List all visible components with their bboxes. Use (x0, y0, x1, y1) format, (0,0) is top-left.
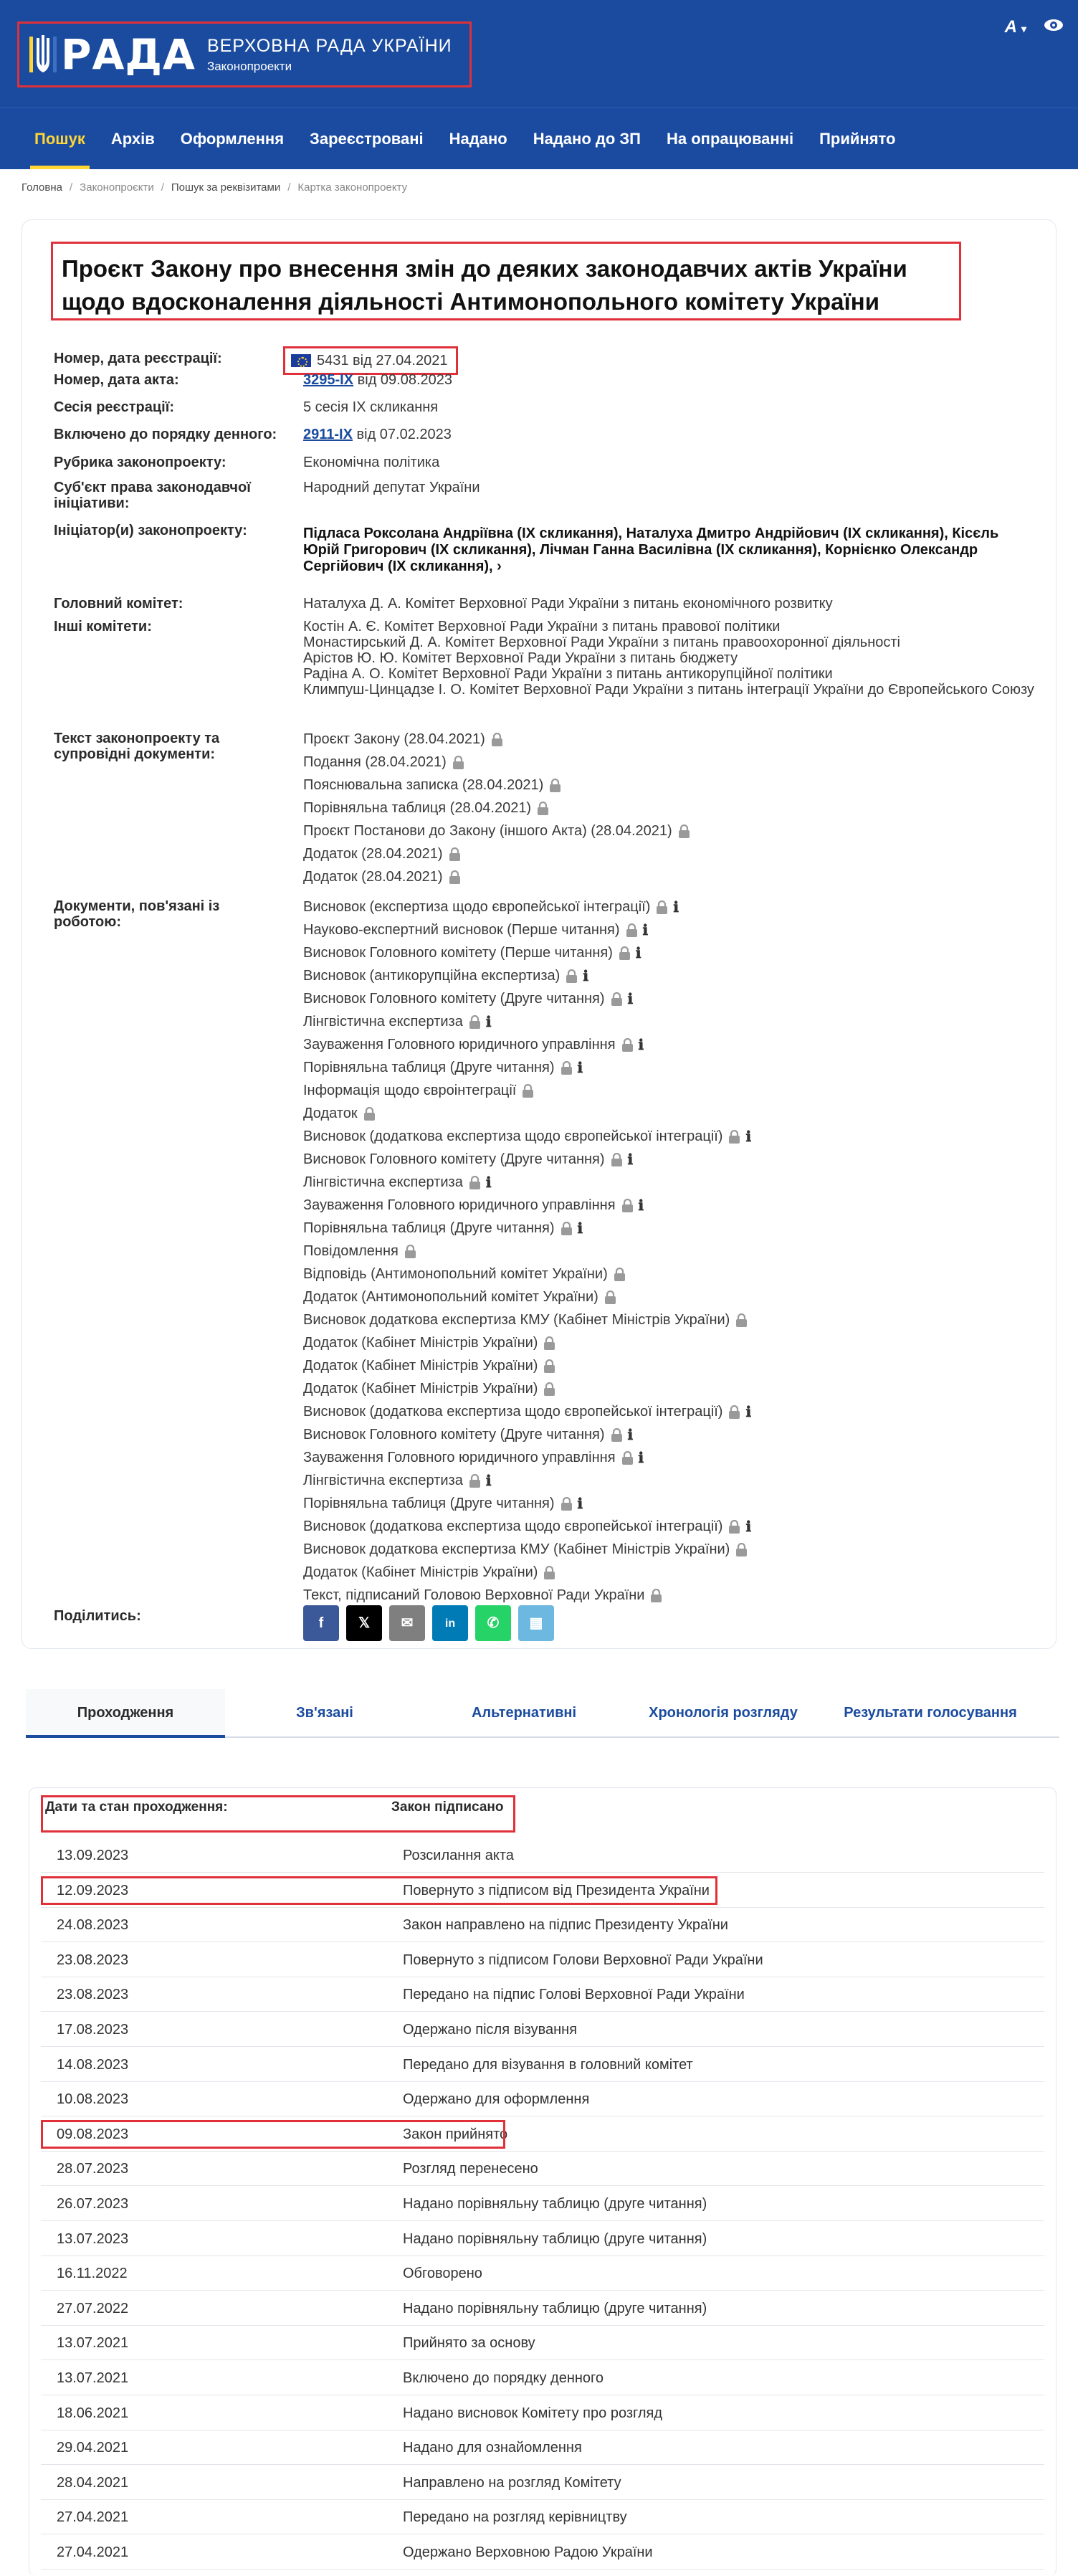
info-icon[interactable]: ℹ (638, 1035, 644, 1053)
act-date: від 09.08.2023 (357, 372, 453, 388)
doc-title[interactable]: Додаток (28.04.2021) (303, 868, 443, 885)
related-doc-item[interactable] (303, 1331, 1034, 1354)
history-row (41, 2187, 1044, 2221)
committee-item: Монастирський Д. А. Комітет Верховної Ради України з питань правоохоронної діяльності (303, 635, 900, 650)
lock-icon (469, 1015, 481, 1029)
history-date: 13.07.2021 (57, 2370, 129, 2386)
info-icon[interactable]: ℹ (638, 1448, 644, 1466)
breadcrumb: Головна / Законопроєкти / Пошук за реквізитами / Картка законопроекту (22, 181, 408, 194)
chevron-down-icon: ▾ (1021, 23, 1026, 34)
history-status: Прийнято за основу (403, 2335, 535, 2352)
related-doc-item[interactable] (303, 1102, 1034, 1125)
history-date: 18.06.2021 (57, 2405, 129, 2421)
other-committees-label: Інші комітети: (54, 619, 152, 635)
texts-label: Текст законопроекту та супровідні документи: (54, 731, 220, 762)
related-doc-item[interactable] (303, 1263, 1034, 1285)
site-header (0, 0, 1078, 108)
doc-title[interactable]: Відповідь (Антимонопольний комітет України) (303, 1265, 608, 1282)
committee-item: Арістов Ю. Ю. Комітет Верховної Ради України з питань бюджету (303, 650, 738, 666)
related-doc-item[interactable] (303, 1561, 1034, 1584)
related-doc-item[interactable] (303, 1377, 1034, 1400)
highlight-box (41, 2120, 508, 2149)
lock-icon (619, 946, 631, 960)
docs-label: Документи, пов'язані із роботою: (54, 898, 220, 930)
session-label: Сесія реєстрації: (54, 399, 174, 415)
doc-title[interactable]: Лінгвістична експертиза (303, 1472, 463, 1488)
doc-title[interactable]: Висновок Головного комітету (Друге читання) (303, 1426, 605, 1443)
doc-title[interactable]: Додаток (303, 1105, 358, 1121)
nav-provided-zp[interactable]: Надано до ЗП (533, 129, 641, 148)
share-email-button[interactable]: ✉ (389, 1605, 425, 1641)
history-status: Передано для візування в головний комітет (403, 2056, 693, 2073)
nav-in-processing[interactable]: На опрацюванні (667, 129, 794, 148)
site-logo[interactable] (17, 22, 472, 87)
history-row (41, 1943, 1044, 1977)
history-status-header: Закон підписано (391, 1800, 504, 1815)
lock-icon (735, 1313, 748, 1327)
doc-title[interactable]: Висновок (антикорупційна експертиза) (303, 967, 561, 984)
bill-card (22, 219, 1056, 1649)
history-date: 12.09.2023 (57, 1882, 129, 1898)
related-doc-item[interactable] (303, 1308, 1034, 1331)
nav-adopted[interactable]: Прийнято (819, 129, 896, 148)
nav-search[interactable]: Пошук (22, 108, 98, 169)
history-status: Розгляд перенесено (403, 2161, 538, 2177)
tab-related[interactable]: Зв'язані (296, 1704, 353, 1721)
history-row (41, 2326, 1044, 2360)
share-linkedin-button[interactable]: in (432, 1605, 468, 1641)
doc-title[interactable]: Додаток (Кабінет Міністрів України) (303, 1357, 538, 1374)
history-status: Одержано Верховною Радою України (403, 2544, 653, 2560)
lock-icon (621, 1199, 634, 1212)
accessibility-eye-icon[interactable] (1044, 19, 1064, 36)
breadcrumb-search[interactable]: Пошук за реквізитами (171, 181, 281, 194)
info-icon[interactable]: ℹ (638, 1196, 644, 1214)
tab-alternative[interactable]: Альтернативні (471, 1704, 577, 1721)
doc-title[interactable]: Інформація щодо євроінтеграції (303, 1082, 517, 1098)
info-icon[interactable]: ℹ (745, 1402, 752, 1420)
lock-icon (543, 1382, 555, 1396)
doc-title[interactable]: Науково-експертний висновок (Перше читання) (303, 921, 620, 938)
history-row (41, 2430, 1044, 2465)
related-doc-item[interactable] (303, 1148, 1034, 1171)
history-row (41, 2012, 1044, 2047)
share-label: Поділитись: (54, 1608, 141, 1624)
doc-title[interactable]: Текст, підписаний Головою Верховної Ради України (303, 1587, 645, 1603)
bill-tabs (26, 1689, 1059, 1738)
lock-icon (626, 923, 638, 937)
lock-icon (611, 1153, 623, 1166)
bill-text-item[interactable] (303, 865, 1034, 888)
main-committee-label: Головний комітет: (54, 596, 183, 612)
related-doc-item[interactable] (303, 1125, 1034, 1148)
info-icon[interactable]: ℹ (627, 1150, 634, 1168)
act-label: Номер, дата акта: (54, 372, 179, 388)
history-date: 13.07.2021 (57, 2335, 129, 2352)
info-icon[interactable]: ℹ (485, 1173, 492, 1191)
doc-title[interactable]: Лінгвістична експертиза (303, 1013, 463, 1030)
act-number-link[interactable]: 3295-IX (303, 372, 354, 388)
lock-icon (604, 1291, 616, 1304)
doc-title[interactable]: Порівняльна таблиця (28.04.2021) (303, 799, 532, 816)
info-icon[interactable]: ℹ (627, 989, 634, 1007)
lock-icon (611, 1428, 623, 1442)
history-date: 17.08.2023 (57, 2022, 129, 2038)
doc-title[interactable]: Висновок додаткова експертиза КМУ (Кабінет Міністрів України) (303, 1541, 730, 1557)
history-row (41, 2048, 1044, 2082)
nav-registered[interactable]: Зареєстровані (310, 129, 424, 148)
history-status: Закон направлено на підпис Президенту України (403, 1917, 728, 1934)
lock-icon (449, 870, 461, 884)
doc-title[interactable]: Додаток (Кабінет Міністрів України) (303, 1334, 538, 1351)
related-doc-item[interactable] (303, 1033, 1034, 1056)
agenda-label: Включено до порядку денного: (54, 427, 277, 442)
history-row (41, 1977, 1044, 2012)
lock-icon (452, 756, 464, 769)
history-date: 28.04.2021 (57, 2474, 129, 2491)
doc-title[interactable]: Проєкт Закону (28.04.2021) (303, 731, 485, 747)
doc-title[interactable]: Додаток (28.04.2021) (303, 845, 443, 862)
lock-icon (650, 1589, 662, 1602)
lock-icon (363, 1107, 376, 1121)
related-doc-item[interactable] (303, 1194, 1034, 1217)
history-date: 09.08.2023 (57, 2126, 129, 2142)
history-date: 23.08.2023 (57, 1952, 129, 1968)
history-status: Включено до порядку денного (403, 2370, 604, 2386)
bill-text-item[interactable] (303, 774, 1034, 797)
related-doc-item[interactable] (303, 964, 1034, 987)
doc-title[interactable]: Лінгвістична експертиза (303, 1174, 463, 1190)
related-doc-item[interactable] (303, 918, 1034, 941)
related-doc-item[interactable] (303, 1171, 1034, 1194)
chevron-right-icon[interactable]: › (497, 559, 502, 574)
tab-chronology[interactable]: Хронологія розгляду (649, 1704, 798, 1721)
lock-icon (543, 1336, 555, 1350)
history-date: 10.08.2023 (57, 2091, 129, 2108)
reg-label: Номер, дата реєстрації: (54, 351, 222, 366)
lock-icon (614, 1268, 626, 1281)
lock-icon (728, 1520, 740, 1534)
history-status: Одержано після візування (403, 2022, 578, 2038)
nav-formalization[interactable]: Оформлення (180, 129, 285, 148)
committee-item: Климпуш-Цинцадзе І. О. Комітет Верховної Ради України з питань інтеграції України до Європейського Союзу (303, 682, 1034, 698)
history-status: Передано на розгляд керівництву (403, 2509, 627, 2526)
info-icon[interactable]: ℹ (577, 1058, 583, 1076)
info-icon[interactable]: ℹ (577, 1219, 583, 1237)
reg-value: 5431 від 27.04.2021 (317, 352, 448, 369)
breadcrumb-current: Картка законопроекту (297, 181, 408, 194)
doc-title[interactable]: Зауваження Головного юридичного управління (303, 1197, 616, 1213)
lock-icon (543, 1359, 555, 1373)
doc-title[interactable]: Пояснювальна записка (28.04.2021) (303, 776, 544, 793)
page-title: Проєкт Закону про внесення змін до деяких законодавчих актів України щодо вдосконалення діяльності Антимонопольного комітету України (51, 242, 961, 320)
main-nav (0, 108, 1078, 169)
info-icon[interactable]: ℹ (745, 1127, 752, 1145)
related-doc-item[interactable] (303, 1515, 1034, 1538)
lock-icon (522, 1084, 534, 1098)
doc-title[interactable]: Повідомлення (303, 1242, 399, 1259)
related-doc-item[interactable] (303, 1079, 1034, 1102)
related-doc-item[interactable] (303, 987, 1034, 1010)
history-row (41, 1838, 1044, 1873)
history-status: Обговорено (403, 2266, 482, 2282)
history-date: 13.09.2023 (57, 1848, 129, 1863)
session-value: 5 сесія IX скликання (303, 399, 439, 415)
history-date: 26.07.2023 (57, 2196, 129, 2212)
initiators-value: Підласа Роксолана Андріївна (IX скликання), Наталуха Дмитро Андрійович (IX скликання), Кісєль Юрій Григорович (IX скликання), Лічман Ганна Василівна (IX скликання), Корнієнко Олександр Сергійович (IX скликання), (303, 526, 999, 574)
lock-icon (469, 1474, 481, 1488)
lock-icon (561, 1061, 573, 1075)
committee-item: Радіна А. О. Комітет Верховної Ради України з питань антикорупційної політики (303, 666, 833, 682)
history-row (41, 2082, 1044, 2116)
doc-title[interactable]: Висновок (додаткова експертиза щодо європейської інтеграції) (303, 1128, 723, 1144)
lock-icon (566, 969, 578, 983)
related-doc-item[interactable] (303, 1584, 1034, 1607)
lock-icon (678, 824, 690, 838)
history-status: Повернуто з підписом від Президента України (403, 1882, 710, 1898)
related-doc-item[interactable] (303, 1469, 1034, 1492)
doc-title[interactable]: Порівняльна таблиця (Друге читання) (303, 1220, 555, 1236)
lock-icon (728, 1130, 740, 1144)
tab-voting-results[interactable]: Результати голосування (844, 1704, 1017, 1721)
lock-icon (537, 802, 549, 815)
doc-title[interactable]: Додаток (Кабінет Міністрів України) (303, 1564, 538, 1580)
logo-subtitle: Законопроекти (206, 59, 292, 73)
doc-title[interactable]: Висновок додаткова експертиза КМУ (Кабінет Міністрів України) (303, 1311, 730, 1328)
lock-icon (656, 900, 668, 914)
doc-title[interactable]: Висновок (додаткова експертиза щодо європейської інтеграції) (303, 1403, 723, 1420)
font-size-toggle[interactable]: A ▾ (1004, 17, 1026, 37)
nav-provided[interactable]: Надано (449, 129, 507, 148)
lock-icon (621, 1451, 634, 1465)
history-status: Закон прийнято (403, 2126, 508, 2142)
bill-text-item[interactable] (303, 819, 1034, 842)
share-whatsapp-button[interactable]: ✆ (475, 1605, 511, 1641)
trident-icon (29, 32, 57, 77)
history-date: 16.11.2022 (57, 2266, 128, 2282)
lock-icon (404, 1245, 416, 1258)
lock-icon (611, 992, 623, 1006)
related-doc-item[interactable] (303, 1285, 1034, 1308)
lock-icon (549, 779, 561, 792)
history-date: 27.07.2022 (57, 2300, 129, 2316)
committee-item: Костін А. Є. Комітет Верховної Ради України з питань правової політики (303, 619, 781, 635)
lock-icon (491, 733, 503, 746)
related-doc-item[interactable] (303, 1400, 1034, 1423)
history-row (41, 2152, 1044, 2186)
related-doc-item[interactable] (303, 1354, 1034, 1377)
subject-label: Суб'єкт права законодавчої ініціативи: (54, 480, 251, 511)
bill-text-item[interactable] (303, 842, 1034, 865)
main-committee-value: Наталуха Д. А. Комітет Верховної Ради України з питань економічного розвитку (303, 596, 833, 612)
passage-history (29, 1787, 1056, 2576)
history-status: Надано порівняльну таблицю (друге читання) (403, 2230, 707, 2247)
info-icon[interactable]: ℹ (642, 921, 649, 938)
related-doc-item[interactable] (303, 1492, 1034, 1515)
doc-title[interactable]: Проєкт Постанови до Закону (іншого Акта) (28.04.2021) (303, 822, 672, 839)
history-date: 24.08.2023 (57, 1917, 129, 1934)
eu-flag-icon (291, 354, 311, 367)
history-row (41, 2535, 1044, 2570)
bill-text-item[interactable] (303, 728, 1034, 751)
related-doc-item[interactable] (303, 1056, 1034, 1079)
history-row (41, 2500, 1044, 2534)
history-row (41, 2396, 1044, 2430)
history-row (41, 1908, 1044, 1942)
doc-title[interactable]: Порівняльна таблиця (Друге читання) (303, 1495, 555, 1511)
history-date: 27.04.2021 (57, 2509, 129, 2526)
history-row (41, 2256, 1044, 2291)
rubric-label: Рубрика законопроекту: (54, 455, 226, 470)
breadcrumb-home[interactable]: Головна (22, 181, 62, 194)
doc-title[interactable]: Додаток (Кабінет Міністрів України) (303, 1380, 538, 1397)
related-doc-item[interactable] (303, 941, 1034, 964)
history-status: Розсилання акта (403, 1848, 514, 1863)
doc-title[interactable]: Додаток (Антимонопольний комітет України) (303, 1288, 598, 1305)
history-status: Надано порівняльну таблицю (друге читання) (403, 2300, 707, 2316)
history-row (41, 2361, 1044, 2395)
history-status: Передано на підпис Голові Верховної Ради України (403, 1987, 745, 2003)
share-qr-button[interactable]: ▦ (518, 1605, 554, 1641)
reg-value-box (283, 346, 458, 375)
tab-passage[interactable]: Проходження (26, 1689, 225, 1736)
highlight-box (41, 1876, 717, 1905)
bill-text-item[interactable] (303, 797, 1034, 819)
info-icon[interactable]: ℹ (485, 1012, 492, 1030)
history-status: Надано для ознайомлення (403, 2440, 582, 2456)
history-row (41, 2222, 1044, 2256)
bill-text-item[interactable] (303, 751, 1034, 774)
related-doc-item[interactable] (303, 895, 1034, 918)
lock-icon (469, 1176, 481, 1189)
doc-title[interactable]: Висновок (експертиза щодо європейської інтеграції) (303, 898, 651, 915)
lock-icon (561, 1497, 573, 1511)
history-date: 27.04.2021 (57, 2544, 129, 2560)
history-status: Надано порівняльну таблицю (друге читання) (403, 2196, 707, 2212)
doc-title[interactable]: Зауваження Головного юридичного управління (303, 1449, 616, 1465)
doc-title[interactable]: Висновок Головного комітету (Перше читання) (303, 944, 613, 961)
related-doc-item[interactable] (303, 1217, 1034, 1240)
doc-title[interactable]: Порівняльна таблиця (Друге читання) (303, 1059, 555, 1075)
rubric-value: Економічна політика (303, 455, 440, 470)
related-doc-item[interactable] (303, 1446, 1034, 1469)
related-doc-item[interactable] (303, 1538, 1034, 1561)
history-status: Одержано для оформлення (403, 2091, 590, 2108)
history-date: 13.07.2023 (57, 2230, 129, 2247)
share-x-button[interactable]: 𝕏 (346, 1605, 382, 1641)
nav-archive[interactable]: Архів (110, 129, 155, 148)
lock-icon (543, 1566, 555, 1579)
share-facebook-button[interactable]: f (303, 1605, 339, 1641)
agenda-date: від 07.02.2023 (356, 427, 452, 442)
info-icon[interactable]: ℹ (745, 1517, 752, 1535)
doc-title[interactable]: Висновок Головного комітету (Друге читання) (303, 990, 605, 1007)
history-row (41, 2466, 1044, 2500)
history-status: Направлено на розгляд Комітету (403, 2474, 621, 2491)
initiators-label: Ініціатор(и) законопроекту: (54, 523, 247, 538)
history-date: 29.04.2021 (57, 2440, 129, 2456)
doc-title[interactable]: Зауваження Головного юридичного управління (303, 1036, 616, 1052)
doc-title[interactable]: Висновок Головного комітету (Друге читання) (303, 1151, 605, 1167)
lock-icon (561, 1222, 573, 1235)
info-icon[interactable]: ℹ (577, 1494, 583, 1512)
history-date: 14.08.2023 (57, 2056, 129, 2073)
history-date-header: Дати та стан проходження: (45, 1800, 228, 1815)
history-date: 28.07.2023 (57, 2161, 129, 2177)
doc-title[interactable]: Подання (28.04.2021) (303, 754, 447, 770)
info-icon[interactable]: ℹ (635, 944, 641, 961)
lock-icon (621, 1038, 634, 1052)
related-doc-item[interactable] (303, 1423, 1034, 1446)
history-date: 23.08.2023 (57, 1987, 129, 2003)
subject-value: Народний депутат України (303, 480, 480, 495)
info-icon[interactable]: ℹ (485, 1471, 492, 1489)
breadcrumb-bills[interactable]: Законопроєкти (80, 181, 154, 194)
history-row (41, 2291, 1044, 2326)
history-status: Надано висновок Комітету про розгляд (403, 2405, 663, 2421)
agenda-number-link[interactable]: 2911-IX (303, 427, 353, 442)
logo-title: ВЕРХОВНА РАДА УКРАЇНИ (206, 35, 452, 56)
info-icon[interactable]: ℹ (583, 966, 588, 984)
lock-icon (735, 1543, 748, 1556)
history-status: Повернуто з підписом Голови Верховної Ради України (403, 1952, 763, 1968)
related-doc-item[interactable] (303, 1010, 1034, 1033)
related-doc-item[interactable] (303, 1240, 1034, 1263)
info-icon[interactable]: ℹ (627, 1425, 634, 1443)
lock-icon (449, 847, 461, 861)
lock-icon (728, 1405, 740, 1419)
doc-title[interactable]: Висновок (додаткова експертиза щодо європейської інтеграції) (303, 1518, 723, 1534)
logo-word: РАДА (61, 30, 196, 79)
info-icon[interactable]: ℹ (673, 898, 679, 916)
